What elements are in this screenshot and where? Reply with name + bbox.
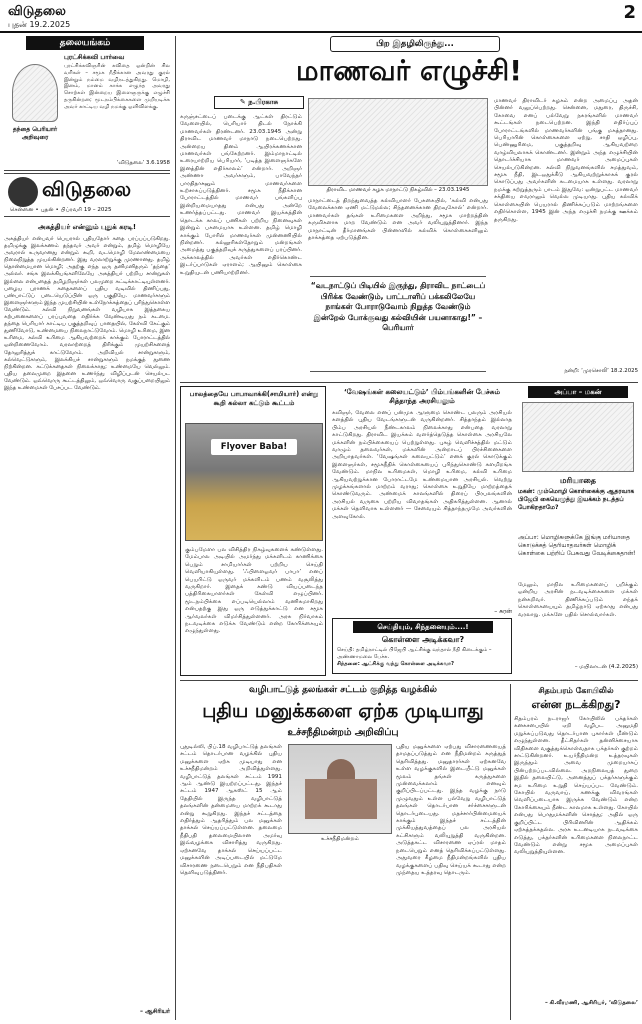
main-headline: மாணவர் எழுச்சி! <box>296 54 522 87</box>
main-col2-text: மாநாட்டைத் திறந்துவைத்த கல்வியாளர் பேசுகையில், ‘கல்வி என்பது வேலைக்கான ஏணி மட்டுமல்ல; சிந்தனைக்கான திறவுகோல்’ என்றார். மாணவர்கள் தங்கள் உரிமைகளை அறிந்து, சமூக மாற்றத்தின் கருவிகளாக மாற வேண்டும் என அவர் வலியுறுத்தினார். இந்த மாநாட்டின் தீர்மானங்கள் பின்னாளில் கல்விக் கொள்கைகளிலும் தாக்கத்தை ஏற்படுத்தின. <box>308 198 488 242</box>
news-box-body: செய்தி: தமிழ்நாட்டில் பிஜேபி ஆட்சிக்கு வந்தால் நீதி கிடைக்கும் – அண்ணாமலை பேச்சு. <box>337 647 492 660</box>
court-photo <box>288 744 392 834</box>
cartoon-drawing <box>522 402 634 472</box>
news-box-header: செய்தியும், சிந்தனையும்....! <box>353 621 493 633</box>
temple-signature: – கி.வீரமணி, ஆசிரியர், ‘விடுதலை’ <box>544 1000 638 1006</box>
byline <box>214 96 304 109</box>
editorial-signature: – ஆசிரியர் <box>140 1008 170 1015</box>
editorial-box-title: தலையங்கம் <box>26 36 144 50</box>
cartoon-column <box>518 386 638 676</box>
vesham-article <box>332 386 512 676</box>
editorial-body: அகத்தியர் என்பவர் பெயரால் புதியதோர் கதை பரப்பப்படுகிறது. தமிழுக்கு இலக்கணம் தந்தவர் அவர் என்றும், தமிழ் மொழியே அவரால் உருவானது என்றும் கூறி, வடமொழி மேலாண்மையை நிலைநிறுத்த முயல்கின்றனர். இது வரலாற்றுக்கு முரணானது. தமிழ் தொன்மையான மொழி; அதற்கு எந்த ஒரு தனிமனிதரும் ‘தந்தை’ அல்லர். சங்க இலக்கியங்களிலேயே அகத்தியர் பற்றிய சான்றுகள் இல்லை என்பதைத் தமிழறிஞர்கள் பலமுறை சுட்டிக்காட்டியுள்ளனர். பழைய புராணக் கதைகளைப் புதிய வடிவில் திணிப்பது, பண்பாட்டுப் படையெடுப்பின் ஒரு பகுதியே. மாணவர்களும் இளைஞர்களும் இந்த முயற்சியின் உள்நோக்கத்தைப் புரிந்துகொள்ள வேண்டும். கல்வி நிறுவனங்கள் வழியாக இத்தகைய கற்பனைகளைப் பரப்புவதை எதிர்க்க வேண்டியது நம் கடமை. தந்தை பெரியார் காட்டிய பகுத்தறிவுப் பாதையில், கேள்வி கேட்கும் துணிவோடு, உண்மையை நிலைநாட்டுவோம். மொழி உரிமை, இன உரிமை, கல்வி உரிமை ஆகியவற்றைக் காக்கும் போராட்டத்தில் ஒன்றிணைவோம். வரலாற்றைத் திரிக்கும் முயற்சிகளைத் தோலுரித்துக் காட்டுவோம். அறிவியல் சான்றுகளும், கல்வெட்டுகளும், இலக்கியச் சான்றுகளும் நமக்குத் துணை நிற்கின்றன. கட்டுக்கதைகள் நிலைக்காது; உண்மையே வெல்லும். புதிய தலைமுறை இதனை உணர்ந்து விழிப்புடன் செயல்பட வேண்டும். ஒவ்வொரு கூட்டத்திலும், ஒவ்வொரு வகுப்பறையிலும் இந்த உண்மைகள் பேசப்பட வேண்டும். <box>4 236 170 391</box>
page-number: 2 <box>623 2 636 23</box>
court-building-icon <box>305 779 377 819</box>
temple-article <box>514 684 638 1020</box>
quote-source: ‘விடுதலை’ 3.6.1958 <box>116 160 170 166</box>
court-article <box>180 684 506 1020</box>
divider <box>4 170 170 171</box>
column-divider-2 <box>510 684 511 1020</box>
periyar-portrait <box>12 64 58 122</box>
temple-body: சிதம்பரம் நடராஜர் கோயிலில் பக்தர்கள் கனகசபையில் ஏறி வழிபட அனுமதி மறுக்கப்படுவது தொடர்பான புகார்கள் மீண்டும் எழுந்துள்ளன. தீட்சிதர்கள் தன்னிச்சையாக விதிகளை வகுத்துக்கொள்வதாக பக்தர்கள் குற்றம் சாட்டுகின்றனர். உயர்நீதிமன்ற உத்தரவுகள் இருந்தும் அவை முறையாகப் பின்பற்றப்படவில்லை. அறநிலையத் துறை இதில் தலையிட்டு, அனைத்துப் பக்தர்களுக்கும் சம உரிமை உறுதி செய்யப்பட வேண்டும். கோயில் வருவாய், கணக்கு விவரங்கள் வெளிப்படையாக இருக்க வேண்டும் என்ற கோரிக்கையும் நீண்ட காலமாக உள்ளது. கோயில் என்பது பொதுமக்களின் சொத்து; அதில் ஒரு குறிப்பிட்ட பிரிவினரின் ஆதிக்கம் ஏற்கத்தக்கதல்ல. அரசு உடனடியாக நடவடிக்கை எடுத்து, பக்தர்களின் உரிமைகளை நிலைநாட்ட வேண்டும் என்று சமூக அமைப்புகள் வலியுறுத்தியுள்ளன. <box>514 716 638 856</box>
court-subhead: உச்சநீதிமன்றம் அறிவிப்பு <box>287 727 399 738</box>
flyover-article <box>180 386 326 676</box>
section-rule-2 <box>180 680 638 681</box>
byline-icon: ✎ <box>239 98 249 106</box>
column-divider <box>175 36 176 1020</box>
flyover-body: கும்பமேளா பல விசித்திர நிகழ்வுகளைக் கண்டுள்ளது. மேம்பால அடியில் அமர்ந்து மக்களிடம் காணிக்கை பெறும் சாமியார்கள் பற்றிய செய்தி வெளியாகியுள்ளது. ‘ஃபிளைஓவர் பாபா’ எனப் பெயரிட்டு ஒருவர் மக்களிடம் பணம் வசூலித்து வருகிறார். இதைக் கண்டு வியப்படைந்த பத்திரிகையாளர்கள் கேள்வி எழுப்பினர். மூடநம்பிக்கை எப்படியெல்லாம் வணிகமாகிறது என்பதற்கு இது ஒரு எடுத்துக்காட்டு என சமூக ஆர்வலர்கள் விமர்சித்துள்ளனர். அரசு நிர்வாகம் நடவடிக்கை எடுக்க வேண்டும் என்ற கோரிக்கையும் எழுந்துள்ளது. <box>185 547 323 635</box>
court-col2-text: புதிய மனுக்களை ஏற்பது விசாரணையைத் தாமதப்படுத்தும் என நீதிமன்றம் கருத்துத் தெரிவித்தது. மனுதாரர்கள் ஏற்கனவே உள்ள வழக்குகளில் இடையீட்டு மனுக்கள் மூலம் தங்கள் கருத்துகளை முன்வைக்கலாம் எனவும் குறிப்பிடப்பட்டது. இந்த வழக்கு நாடு முழுவதும் உள்ள பல்வேறு வழிபாட்டுத் தலங்கள் தொடர்பான சர்ச்சைகளுடன் தொடர்புடையது. மதச்சார்பின்மையைக் காக்கும் இந்தச் சட்டத்தின் முக்கியத்துவத்தைப் பல அரசியல் கட்சிகளும் வலியுறுத்தி வருகின்றன. அடுத்தகட்ட விசாரணை ஏப்ரல் மாதம் நடைபெறும் எனத் தெரிவிக்கப்பட்டுள்ளது. அதுவரை கீழமை நீதிமன்றங்களில் புதிய வழக்குகளைப் பதிவு செய்யக் கூடாது என்ற முந்தைய உத்தரவு தொடரும். <box>396 744 506 876</box>
flyover-photo-label: Flyover Baba! <box>211 439 297 455</box>
news-box-question: கொள்ளை அடிக்கவா? <box>381 635 465 644</box>
column-name: புரட்சிக்கவி பார்வை <box>64 53 125 61</box>
cartoon-dialogue-son: மகன்: மும்மொழி கொள்கைக்கு ஆதரவாக பிஜேபி கையெழுத்து இயக்கம் நடத்தப் போகிறதாமே? <box>518 488 635 511</box>
masthead-logo: விடுதலை <box>42 177 132 201</box>
masthead-portrait-icon <box>8 177 38 207</box>
court-dome-icon <box>327 759 355 779</box>
court-headline: புதிய மனுக்களை ஏற்க முடியாது <box>202 700 484 722</box>
pull-quote: “வடநாட்டுப் பிடியில் இருந்து, திராவிட நாட்டைப் பிரிக்க வேண்டும், பாட்டாளிப் பக்கலிலேயே நாங்கள் போராடுவோம் நிறுத்த வேண்டும் இன்றேல் போக்குவது கல்வியின் பயனாகாது!” – பெரியார் <box>310 276 486 372</box>
news-box-thought: சிந்தனை: ஆட்சிக்கு வந்து கொள்ளை அடிக்கவா? <box>337 661 454 667</box>
temple-headline: என்ன நடக்கிறது? <box>531 698 621 711</box>
main-kicker: பிற இதழிலிருந்து... <box>330 36 500 52</box>
cartoon-signature: – மயிலாடன் (4.2.2025) <box>574 664 638 670</box>
editorial-headline: அகத்தியர் என்னும் புதுக் கரடி! <box>37 223 137 231</box>
court-kicker: வழிபாட்டுத் தலங்கள் சட்டம் குறித்த வழக்கில் <box>249 685 437 695</box>
conference-photo <box>308 98 488 186</box>
source-credit: நன்றி: ‘முரசொலி’ 18.2.2025 <box>564 368 638 374</box>
cartoon-title: அப்பா – மகன் <box>528 386 628 398</box>
cartoon-body: மேலும், மாநில உரிமைகளைப் பறிக்கும் ஒன்றிய அரசின் நடவடிக்கைகளை மக்கள் நன்கறிவர். திணிக்கப்படும் எந்தக் கொள்கையையும் தமிழ்நாடு ஏற்காது என்பது வரலாறு. மக்களே பதில் சொல்வார்கள். <box>518 582 638 618</box>
masthead <box>4 173 170 217</box>
left-column <box>4 36 170 1020</box>
flyover-headline: பாலத்தையே பாபாவாக்கி(சாமியார்) என்று கூறி கல்லா கட்டும் கூட்டம் <box>189 390 319 407</box>
cartoon-subtitle: மரியாதை <box>559 476 596 485</box>
court-col1-text: புதுடில்லி, பிப்.18 வழிபாட்டுத் தலங்கள் சட்டம் தொடர்பான வழக்கில் புதிய மனுக்களை ஏற்க முடியாது என உச்சநீதிமன்றம் அறிவித்துள்ளது. வழிபாட்டுத் தலங்கள் சட்டம் 1991 ஆம் ஆண்டு இயற்றப்பட்டது. இந்தச் சட்டம் 1947 ஆகஸ்ட் 15 ஆம் தேதியில் இருந்த வழிபாட்டுத் தலங்களின் தன்மையை மாற்றக் கூடாது என்று கூறுகிறது. இந்தச் சட்டத்தை எதிர்த்தும் ஆதரித்தும் பல மனுக்கள் தாக்கல் செய்யப்பட்டுள்ளன. தலைமை நீதிபதி தலைமையிலான அமர்வு இவ்வழக்கை விசாரித்து வருகிறது. ஏற்கனவே தாக்கல் செய்யப்பட்ட மனுக்களின் அடிப்படையில் மட்டுமே விசாரணை நடைபெறும் என நீதிபதிகள் தெளிவுபடுத்தினர். <box>180 744 282 876</box>
main-col1-text: கருஞ்சட்டைப் படைக்கு ஆட்கள் திரட்டும் வேளையில், பெரியார் திடல் நோக்கி மாணவர்கள் திரண்டனர். 23.03.1945 அன்று திராவிட மாணவர் மாநாடு நடைபெற்றது. அன்றைய தினம் ஆயிரக்கணக்கான மாணவர்கள் பங்கேற்றனர். இம்மாநாட்டில் உரையாற்றிய பெரியார், ‘படித்த இளைஞர்களே இனத்தின் எதிர்காலம்’ என்றார். அறிஞர் அண்ணா அவர்களும், பாவேந்தர் பாரதிதாசனும் மாணவர்களை உற்சாகப்படுத்தினர். சமூக நீதிக்கான போராட்டத்தில் மாணவர் பங்களிப்பு இன்றியமையாதது என்பது அன்றே உணர்த்தப்பட்டது. மாணவர் இயக்கத்தின் தொடக்க காலப் பணிகள் பற்றிய நினைவுகள் இன்றும் பசுமையாக உள்ளன. தமிழ் மொழி காக்கும் போரில் மாணவர்கள் முன்னணியில் நின்றனர். கல்லூரிகள்தோறும் மன்றங்கள் அமைத்து பகுத்தறிவுக் கருத்துகளைப் பரப்பினர். அக்காலத்தில் அவர்கள் எதிர்கொண்ட இடர்ப்பாடுகள் ஏராளம்; ஆயினும் கொள்கை உறுதியுடன் பணியாற்றினர். <box>180 114 302 276</box>
photo-caption: திராவிட மாணவர் கழக மாநாட்டு நிகழ்வில் – 23.03.1945 <box>326 187 470 193</box>
issue-date: புதன் 19.2.2025 <box>8 20 71 29</box>
masthead-subline: சென்னை • புதன் • பிப்ரவரி 19 – 2025 <box>10 207 112 213</box>
vesham-body: கவிஞர், வேலை எனப் பன்முக ஆளுமை கொண்ட பலரும் அரசியல் களத்தில் புதிய வேடங்களுடன் வருகின்றனர். சித்தாந்தம் இல்லாத பிம்ப அரசியல் நீண்டகாலம் நிலைக்காது என்பதை வரலாறு காட்டுகிறது. திராவிட இயக்கம் வளர்த்தெடுத்த கொள்கை அரசியலே மக்களின் நம்பிக்கையைப் பெற்றுள்ளது. புகழ் வெளிச்சத்தில் மட்டும் வாழும் தலைவர்கள், மக்களின் அன்றாடப் பிரச்சினைகளை அறியாதவர்கள். ‘வேஷங்கள் கலையட்டும்’ எனக் குரல் கொடுக்கும் இளைஞர்கள், சமூகநீதிக் கொள்கையைப் புரிந்துகொண்டு களமிறங்க வேண்டும். மாநில உரிமைகள், மொழி உரிமை, கல்வி உரிமை ஆகியவற்றுக்கான போராட்டமே உண்மையான அரசியல். வெற்று முழக்கங்களால் மாற்றம் வராது; கொள்கை உறுதியே மாற்றத்தைக் கொண்டுவரும். அண்மைக் காலங்களில் திரைப் பிரபலங்களின் அரசியல் வருகை பற்றிய விவாதங்கள் அதிகரித்துள்ளன. ஆனால் மக்கள் தெளிவாக உள்ளனர் — சேவையும் சித்தாந்தமுமே அவர்களின் அளவுகோல். <box>332 410 512 520</box>
header-rule <box>0 31 642 33</box>
vesham-signature: – சுரன் <box>494 608 512 615</box>
byline-name: ந.பிரகாசு <box>248 98 279 106</box>
main-article <box>180 36 638 380</box>
court-photo-caption: உச்சநீதிமன்றம் <box>321 836 359 842</box>
vesham-headline: ‘வேஷங்கள் கலையட்டும்’ பிம்பங்களின் பேச்சும் சித்தாந்த அரசியலும் <box>343 388 501 405</box>
temple-kicker: சிதம்பரம் கோயிலில் <box>538 686 614 695</box>
cartoon-dialogue-father: அப்பா: மொழிகளுக்கே இங்கு மரியாதை கொடுக்கத் தெரியாதவர்கள் மொழிக் கொள்கை பற்றிப் பேசுவது வேடிக்கைதான்! <box>518 534 636 557</box>
main-col3-text: மாணவர் திராவிடர் கழகம் என்ற அமைப்பு அதன் பின்னர் வலுப்பெற்றது. சென்னை, மதுரை, திருச்சி, கோவை எனப் பல்வேறு நகரங்களில் மாணவர் கூட்டங்கள் நடைபெற்றன. இந்தி எதிர்ப்புப் போராட்டங்களில் மாணவர்களின் பங்கு மகத்தானது. பெரியாரின் கொள்கைகளை ஏற்று, சாதி ஒழிப்பு, பெண்ணுரிமை, பகுத்தறிவு ஆகியவற்றை வாழ்வியலாகக் கொண்டனர். இன்றும் அந்த எழுச்சியின் தொடர்ச்சியாக மாணவர் அமைப்புகள் செயல்படுகின்றன. கல்வி நிறுவனங்களில் சமத்துவம், சமூக நீதி, இடஒதுக்கீடு ஆகியவற்றுக்காகக் குரல் கொடுப்பது அவர்களின் கடமையாக உள்ளது. வரலாறு நமக்கு கற்றுத்தரும் பாடம் இதுவே: ஒன்றுபட்ட மாணவர் சக்தியை எவராலும் வெல்ல முடியாது. புதிய கல்விக் கொள்கையின் பெயரால் திணிக்கப்படும் மாற்றங்களை எதிர்கொள்ள, 1945 இன் அந்த எழுச்சி நமக்கு ஊக்கம் தருகிறது. <box>494 98 638 223</box>
intro-text: புரட்சிக்கவிஞரின் கவிதை ஒன்றின் சில வரிகள் – சமூக நீதிக்கான அவரது குரல் இன்றும் நம்மை வழிநடத்துகிறது. மொழி, இனம், மானம் காக்க எழுந்த அவரது சொற்கள் இன்றைய இளைஞருக்கு எழுச்சி தருகின்றன; மூடநம்பிக்கைகளை முறியடிக்க அவர் காட்டிய வழி நமக்கு ஒளிவிளக்கு. <box>64 63 170 110</box>
paper-name: விடுதலை <box>8 4 66 19</box>
news-thought-box <box>332 618 512 674</box>
section-rule <box>180 382 638 383</box>
portrait-caption: தந்தை பெரியார் அறிவுரை <box>12 126 58 141</box>
